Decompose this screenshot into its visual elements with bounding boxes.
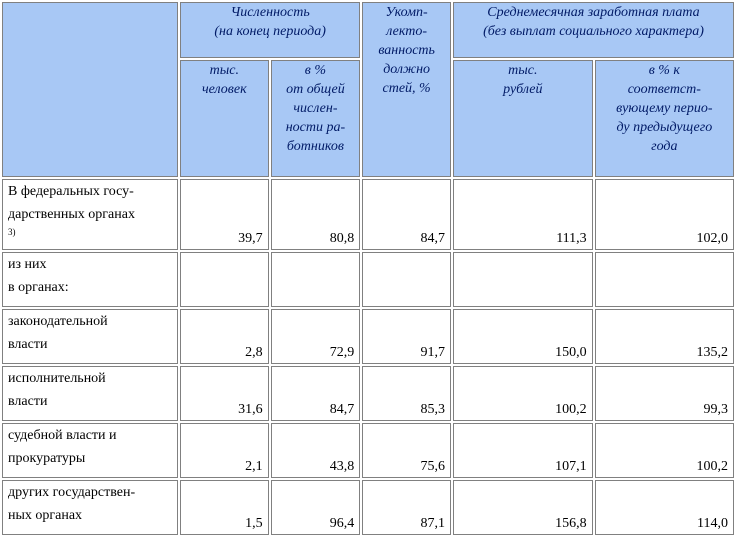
row-label: В федеральных госу- дарственных органах $^{3)}$ bbox=[2, 179, 178, 250]
header-count-group: Численность (на конец периода) bbox=[180, 2, 360, 58]
value-salary-thousand bbox=[453, 252, 593, 307]
header-corner-cell bbox=[2, 2, 178, 177]
table-row bbox=[2, 480, 734, 535]
value-salary-percent: 114,0 bbox=[595, 480, 734, 535]
header-staffing: Укомп- лекто- ванность должно стей, % bbox=[362, 2, 451, 177]
table-row bbox=[2, 423, 734, 478]
value-salary-percent: 102,0 bbox=[595, 179, 734, 250]
value-staffing bbox=[362, 252, 451, 307]
row-label: из них в органах: bbox=[2, 252, 178, 307]
value-count-thousand: 31,6 bbox=[180, 366, 269, 421]
value-count-thousand: 2,8 bbox=[180, 309, 269, 364]
value-staffing: 85,3 bbox=[362, 366, 451, 421]
value-staffing: 87,1 bbox=[362, 480, 451, 535]
row-label: других государствен- ных органах bbox=[2, 480, 178, 535]
header-row-top bbox=[2, 2, 734, 58]
header-salary-group: Среднемесячная заработная плата (без выплат социального характера) bbox=[453, 2, 734, 58]
row-label: исполнительной власти bbox=[2, 366, 178, 421]
footnote-marker: 3) bbox=[8, 227, 16, 237]
value-staffing: 84,7 bbox=[362, 179, 451, 250]
value-salary-percent: 135,2 bbox=[595, 309, 734, 364]
value-salary-thousand: 150,0 bbox=[453, 309, 593, 364]
row-label: судебной власти и прокуратуры bbox=[2, 423, 178, 478]
value-count-percent: 96,4 bbox=[271, 480, 361, 535]
table-row bbox=[2, 252, 734, 307]
value-salary-thousand: 100,2 bbox=[453, 366, 593, 421]
row-label: законодательной власти bbox=[2, 309, 178, 364]
value-salary-percent bbox=[595, 252, 734, 307]
header-count-thousand: тыс. человек bbox=[180, 60, 269, 177]
value-count-thousand: 2,1 bbox=[180, 423, 269, 478]
table-row bbox=[2, 366, 734, 421]
value-salary-thousand: 156,8 bbox=[453, 480, 593, 535]
value-salary-thousand: 111,3 bbox=[453, 179, 593, 250]
value-salary-percent: 99,3 bbox=[595, 366, 734, 421]
value-count-percent: 80,8 bbox=[271, 179, 361, 250]
value-staffing: 91,7 bbox=[362, 309, 451, 364]
value-count-percent bbox=[271, 252, 361, 307]
value-salary-thousand: 107,1 bbox=[453, 423, 593, 478]
table-row bbox=[2, 179, 734, 250]
value-count-thousand bbox=[180, 252, 269, 307]
header-salary-percent: в % к соответст- вующему перио- ду предыдущего года bbox=[595, 60, 734, 177]
value-count-thousand: 39,7 bbox=[180, 179, 269, 250]
table-row bbox=[2, 309, 734, 364]
value-salary-percent: 100,2 bbox=[595, 423, 734, 478]
header-salary-thousand: тыс. рублей bbox=[453, 60, 593, 177]
value-count-percent: 84,7 bbox=[271, 366, 361, 421]
header-count-percent: в % от общей числен- ности ра- ботников bbox=[271, 60, 361, 177]
value-count-percent: 43,8 bbox=[271, 423, 361, 478]
value-staffing: 75,6 bbox=[362, 423, 451, 478]
value-count-thousand: 1,5 bbox=[180, 480, 269, 535]
value-count-percent: 72,9 bbox=[271, 309, 361, 364]
